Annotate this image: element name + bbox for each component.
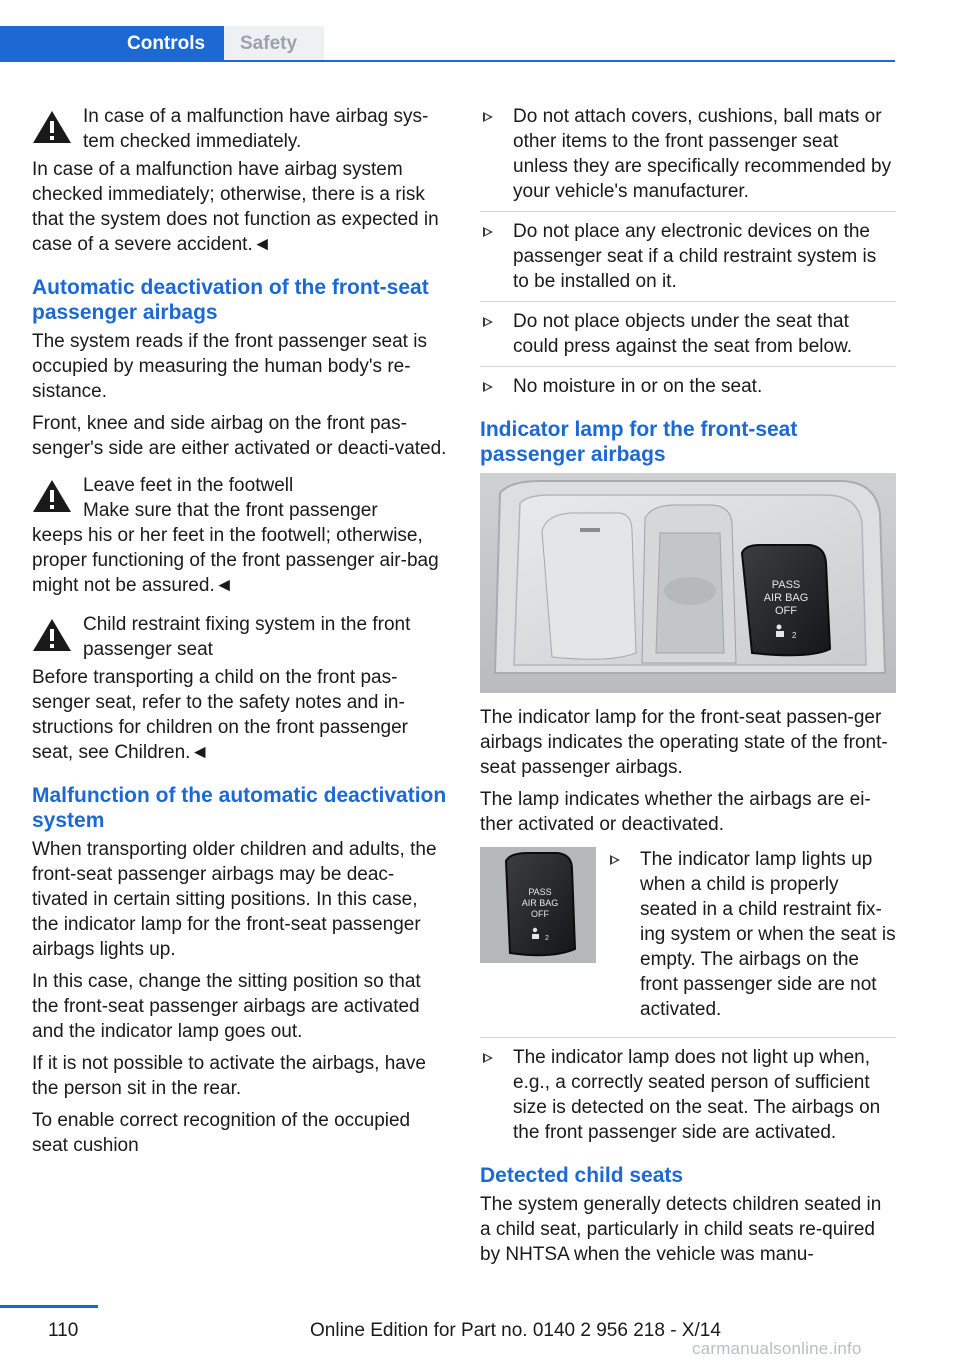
edition-note: Online Edition for Part no. 0140 2 956 218 - X/14 <box>310 1320 721 1341</box>
warning-feet-footwell <box>32 473 448 523</box>
warning-triangle-icon <box>32 110 72 144</box>
indicator-lit-section <box>480 847 896 1037</box>
list-item: Do not place objects under the seat that could press against the seat from below. <box>480 309 896 367</box>
photo-label-seat-number: 2 <box>792 631 797 640</box>
warning-child-body: Before transporting a child on the front pas-senger seat, refer to the safety notes and in-structions for children on the front passenger seat, see Children.◄ <box>32 667 408 763</box>
photo-label-airbag: AIR BAG <box>763 592 809 604</box>
watermark: carmanualsonline.info <box>692 1339 862 1358</box>
heading-detected-child-seats: Detected child seats <box>480 1164 684 1187</box>
list-item: The indicator lamp lights up when a child is properly seated in a child restraint fix-ing system or when the seat is empty. The airbags on the front passenger side are not activated. <box>607 847 897 1022</box>
paragraph-change-position: In this case, change the sitting position so that the front-seat passenger airbags are activated and the indicator lamp goes out. <box>32 971 421 1042</box>
tab-controls-label: Controls <box>127 33 206 54</box>
warning-feet-body: keeps his or her feet in the footwell; otherwise, proper functioning of the front passenger air-bag might not be assured.◄ <box>32 525 439 596</box>
paragraph-system-detects-children: The system generally detects children seated in a child seat, particularly in child seats re-quired by NHTSA when the vehicle was manu- <box>480 1194 882 1265</box>
paragraph-lamp-indicates: The lamp indicates whether the airbags are ei-ther activated or deactivated. <box>480 789 871 835</box>
list-item: Do not place any electronic devices on the passenger seat if a child restraint system is to be installed on it. <box>480 219 896 302</box>
paragraph-indicator-operating-state: The indicator lamp for the front-seat passen-ger airbags indicates the operating state of the front-seat passenger airbags. <box>480 707 888 778</box>
left-column <box>32 104 448 1165</box>
tab-controls[interactable] <box>0 26 224 60</box>
heading-indicator-lamp: Indicator lamp for the front-seat passenger airbags <box>480 418 798 466</box>
footer-rule <box>0 1305 98 1308</box>
tab-safety[interactable] <box>224 26 324 60</box>
warning-triangle-icon <box>32 479 72 513</box>
page-number: 110 <box>48 1320 79 1341</box>
paragraph-system-reads: The system reads if the front passenger seat is occupied by measuring the human body's re-sistance. <box>32 331 427 402</box>
right-column <box>480 104 896 1274</box>
paragraph-front-knee-side: Front, knee and side airbag on the front pas-senger's side are either activated or deacti-vated. <box>32 413 447 459</box>
heading-malfunction-deactivation: Malfunction of the automatic deactivation system <box>32 784 447 832</box>
warning-malfunction-title-line2: tem checked immediately. <box>83 131 302 152</box>
warning-feet-title: Leave feet in the footwell <box>83 475 294 496</box>
small-photo-label-seat-number: 2 <box>545 935 549 942</box>
photo-label-off: OFF <box>775 605 797 617</box>
paragraph-enable-recognition: To enable correct recognition of the occupied seat cushion <box>32 1110 411 1156</box>
indicator-unlit-section <box>480 1037 896 1145</box>
warning-child-title-line1: Child restraint fixing system in the front <box>83 614 411 635</box>
header-rule <box>0 60 895 62</box>
airbag-off-button-photo <box>480 847 596 963</box>
warning-child-title-line2: passenger seat <box>83 639 213 660</box>
warning-malfunction-body: In case of a malfunction have airbag system checked immediately; otherwise, there is a risk that the system does not function as expected in case of a severe accident.◄ <box>32 159 439 255</box>
heading-automatic-deactivation: Automatic deactivation of the front-seat passenger airbags <box>32 276 429 324</box>
small-photo-label-airbag: AIR BAG <box>521 898 559 908</box>
indicator-unlit-list <box>480 1045 896 1145</box>
indicator-lit-list <box>607 847 897 1029</box>
header-tabbar <box>0 26 895 62</box>
tab-safety-label: Safety <box>240 33 298 54</box>
list-item: The indicator lamp does not light up when, e.g., a correctly seated person of sufficient size is detected on the seat. The airbags on the front passenger side are activated. <box>480 1045 896 1145</box>
list-item: No moisture in or on the seat. <box>480 374 896 399</box>
warning-malfunction-title-line1: In case of a malfunction have airbag sys- <box>83 106 429 127</box>
photo-label-pass: PASS <box>771 579 801 591</box>
warning-child-restraint <box>32 612 448 662</box>
warning-triangle-icon <box>32 618 72 652</box>
paragraph-older-children: When transporting older children and adults, the front-seat passenger airbags may be deac-tivated in certain sitting positions. In this case, the indicator lamp for the front-seat passenger airbags lights up. <box>32 839 437 960</box>
seat-rules-list <box>480 104 896 399</box>
paragraph-sit-rear: If it is not possible to activate the airbags, have the person sit in the rear. <box>32 1053 426 1099</box>
list-item: Do not attach covers, cushions, ball mats or other items to the front passenger seat unless they are specifically recommended by your vehicle's manufacturer. <box>480 104 896 212</box>
small-photo-label-off: OFF <box>531 909 549 919</box>
indicator-lamp-photo <box>480 473 896 693</box>
warning-malfunction <box>32 104 448 154</box>
warning-feet-body-line1: Make sure that the front passenger <box>83 500 378 521</box>
small-photo-label-pass: PASS <box>528 887 552 897</box>
